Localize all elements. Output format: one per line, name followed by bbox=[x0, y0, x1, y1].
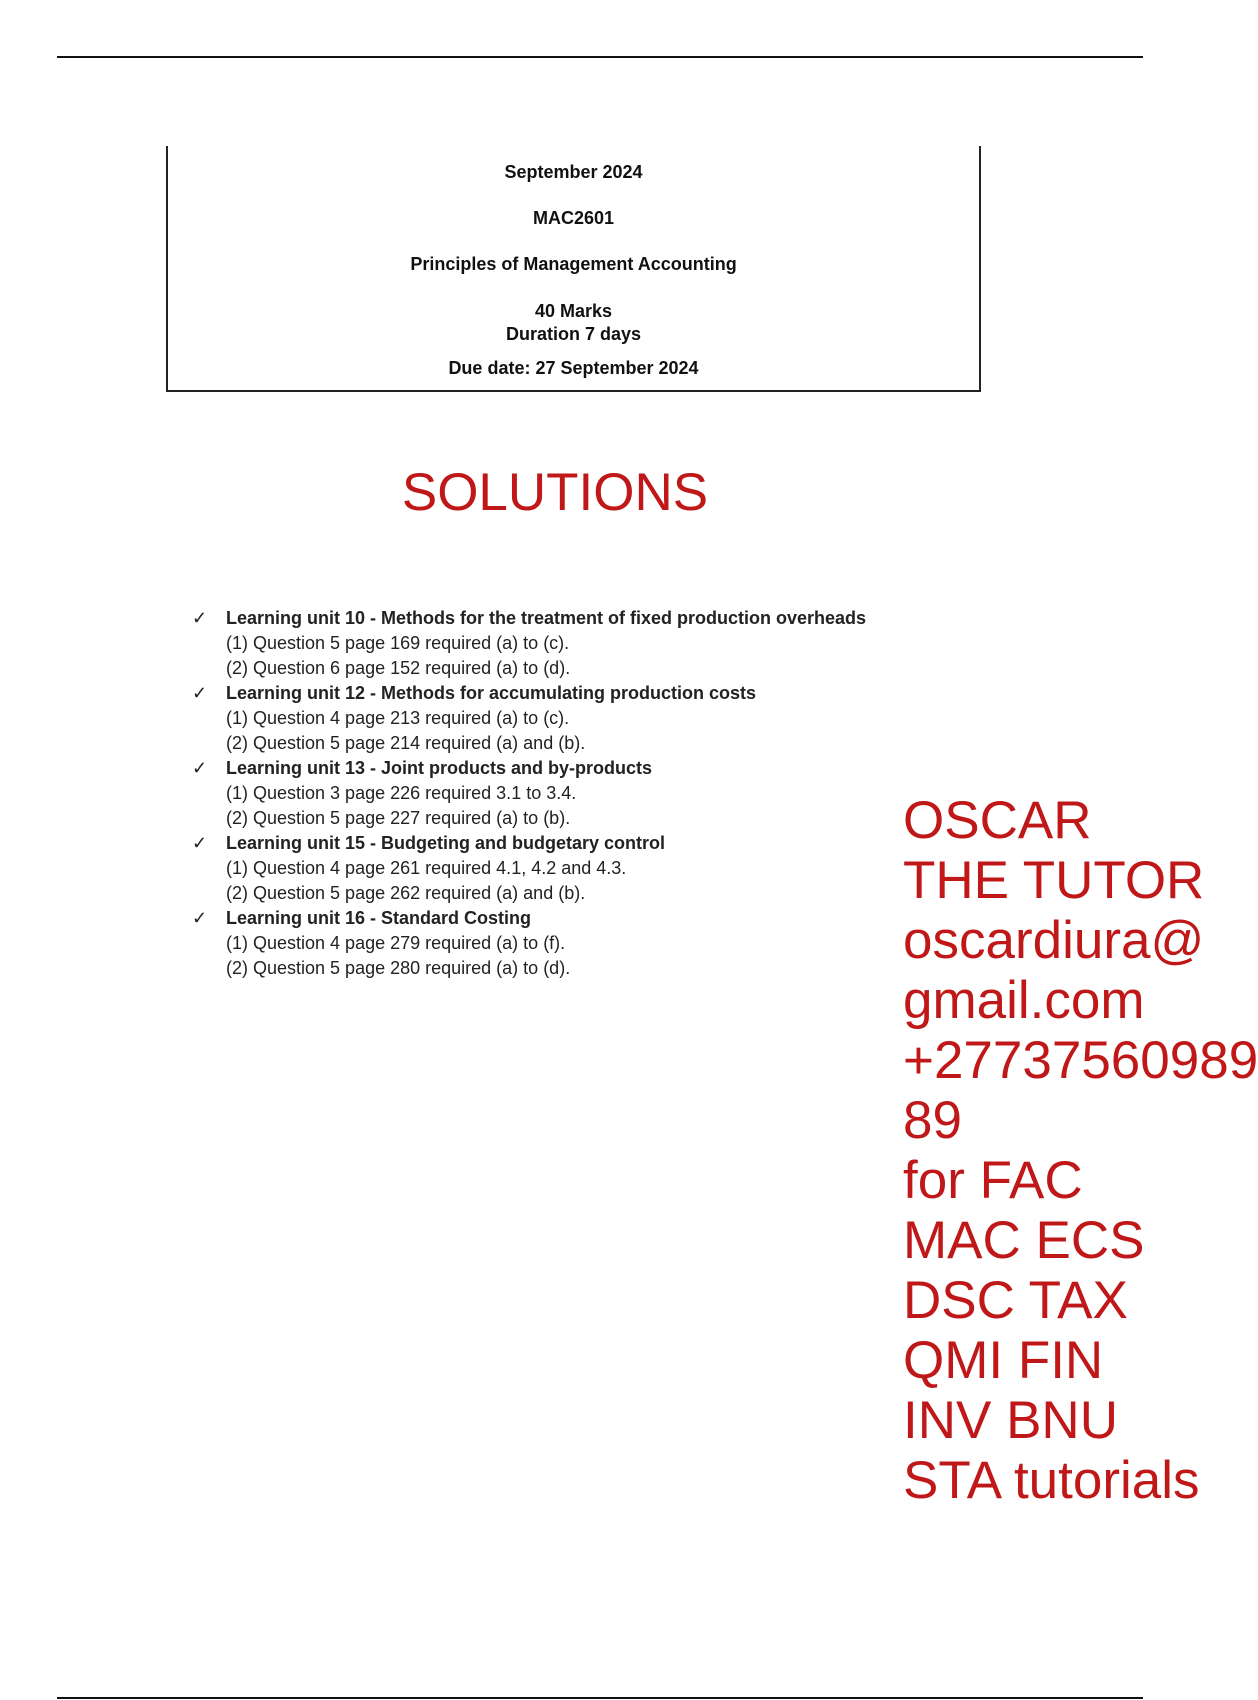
promo-line: THE TUTOR bbox=[903, 851, 1205, 910]
bottom-rule bbox=[57, 1697, 1143, 1699]
promo-line: QMI FIN bbox=[903, 1331, 1104, 1390]
requirement-item: (2) Question 6 page 152 required (a) to (d). bbox=[226, 658, 571, 678]
solutions-title: SOLUTIONS bbox=[401, 463, 709, 522]
promo-line: 89 bbox=[903, 1091, 962, 1150]
requirement-item: (2) Question 5 page 227 required (a) to (b). bbox=[226, 808, 571, 828]
assignment-header-box bbox=[166, 146, 981, 392]
top-rule bbox=[57, 56, 1143, 58]
promo-line: for FAC bbox=[903, 1151, 1083, 1210]
promo-line: INV BNU bbox=[903, 1391, 1118, 1450]
promo-line: gmail.com bbox=[903, 971, 1145, 1030]
requirement-item: (2) Question 5 page 280 required (a) to (d). bbox=[226, 958, 571, 978]
requirement-item: (1) Question 3 page 226 required 3.1 to 3.4. bbox=[226, 783, 577, 803]
promo-line: oscardiura@ bbox=[903, 911, 1205, 970]
requirement-item: (1) Question 4 page 261 required 4.1, 4.2 and 4.3. bbox=[226, 858, 627, 878]
check-icon: ✓ bbox=[192, 683, 208, 703]
check-icon: ✓ bbox=[192, 833, 208, 853]
marks: 40 Marks bbox=[534, 301, 613, 321]
promo-line: OSCAR bbox=[903, 791, 1092, 850]
learning-unit-title: Learning unit 15 - Budgeting and budgetary control bbox=[226, 833, 666, 853]
learning-unit-title: Learning unit 16 - Standard Costing bbox=[226, 908, 532, 928]
due-date: Due date: 27 September 2024 bbox=[448, 358, 699, 378]
learning-unit bbox=[192, 606, 952, 681]
learning-unit-title: Learning unit 12 - Methods for accumulating production costs bbox=[226, 683, 757, 703]
learning-unit bbox=[192, 831, 952, 906]
learning-unit bbox=[192, 756, 952, 831]
promo-line: MAC ECS bbox=[903, 1211, 1145, 1270]
duration: Duration 7 days bbox=[505, 324, 642, 344]
requirement-item: (2) Question 5 page 214 required (a) and (b). bbox=[226, 733, 586, 753]
requirement-item: (1) Question 4 page 279 required (a) to (f). bbox=[226, 933, 566, 953]
requirement-item: (1) Question 4 page 213 required (a) to (c). bbox=[226, 708, 570, 728]
learning-unit-title: Learning unit 10 - Methods for the treatment of fixed production overheads bbox=[226, 608, 867, 628]
learning-unit bbox=[192, 906, 952, 981]
promo-line: DSC TAX bbox=[903, 1271, 1128, 1330]
learning-units-list bbox=[192, 606, 952, 981]
module-name: Principles of Management Accounting bbox=[410, 254, 737, 274]
promo-line: STA tutorials bbox=[903, 1451, 1200, 1510]
promo-line: +27737560989 bbox=[903, 1031, 1258, 1090]
check-icon: ✓ bbox=[192, 608, 208, 628]
learning-unit bbox=[192, 681, 952, 756]
check-icon: ✓ bbox=[192, 758, 208, 778]
check-icon: ✓ bbox=[192, 908, 208, 928]
requirement-item: (1) Question 5 page 169 required (a) to (c). bbox=[226, 633, 570, 653]
module-code: MAC2601 bbox=[532, 208, 615, 228]
learning-unit-title: Learning unit 13 - Joint products and by-products bbox=[226, 758, 653, 778]
header-date: September 2024 bbox=[504, 162, 643, 182]
tutor-promo-text bbox=[903, 791, 1258, 1511]
requirement-item: (2) Question 5 page 262 required (a) and (b). bbox=[226, 883, 586, 903]
